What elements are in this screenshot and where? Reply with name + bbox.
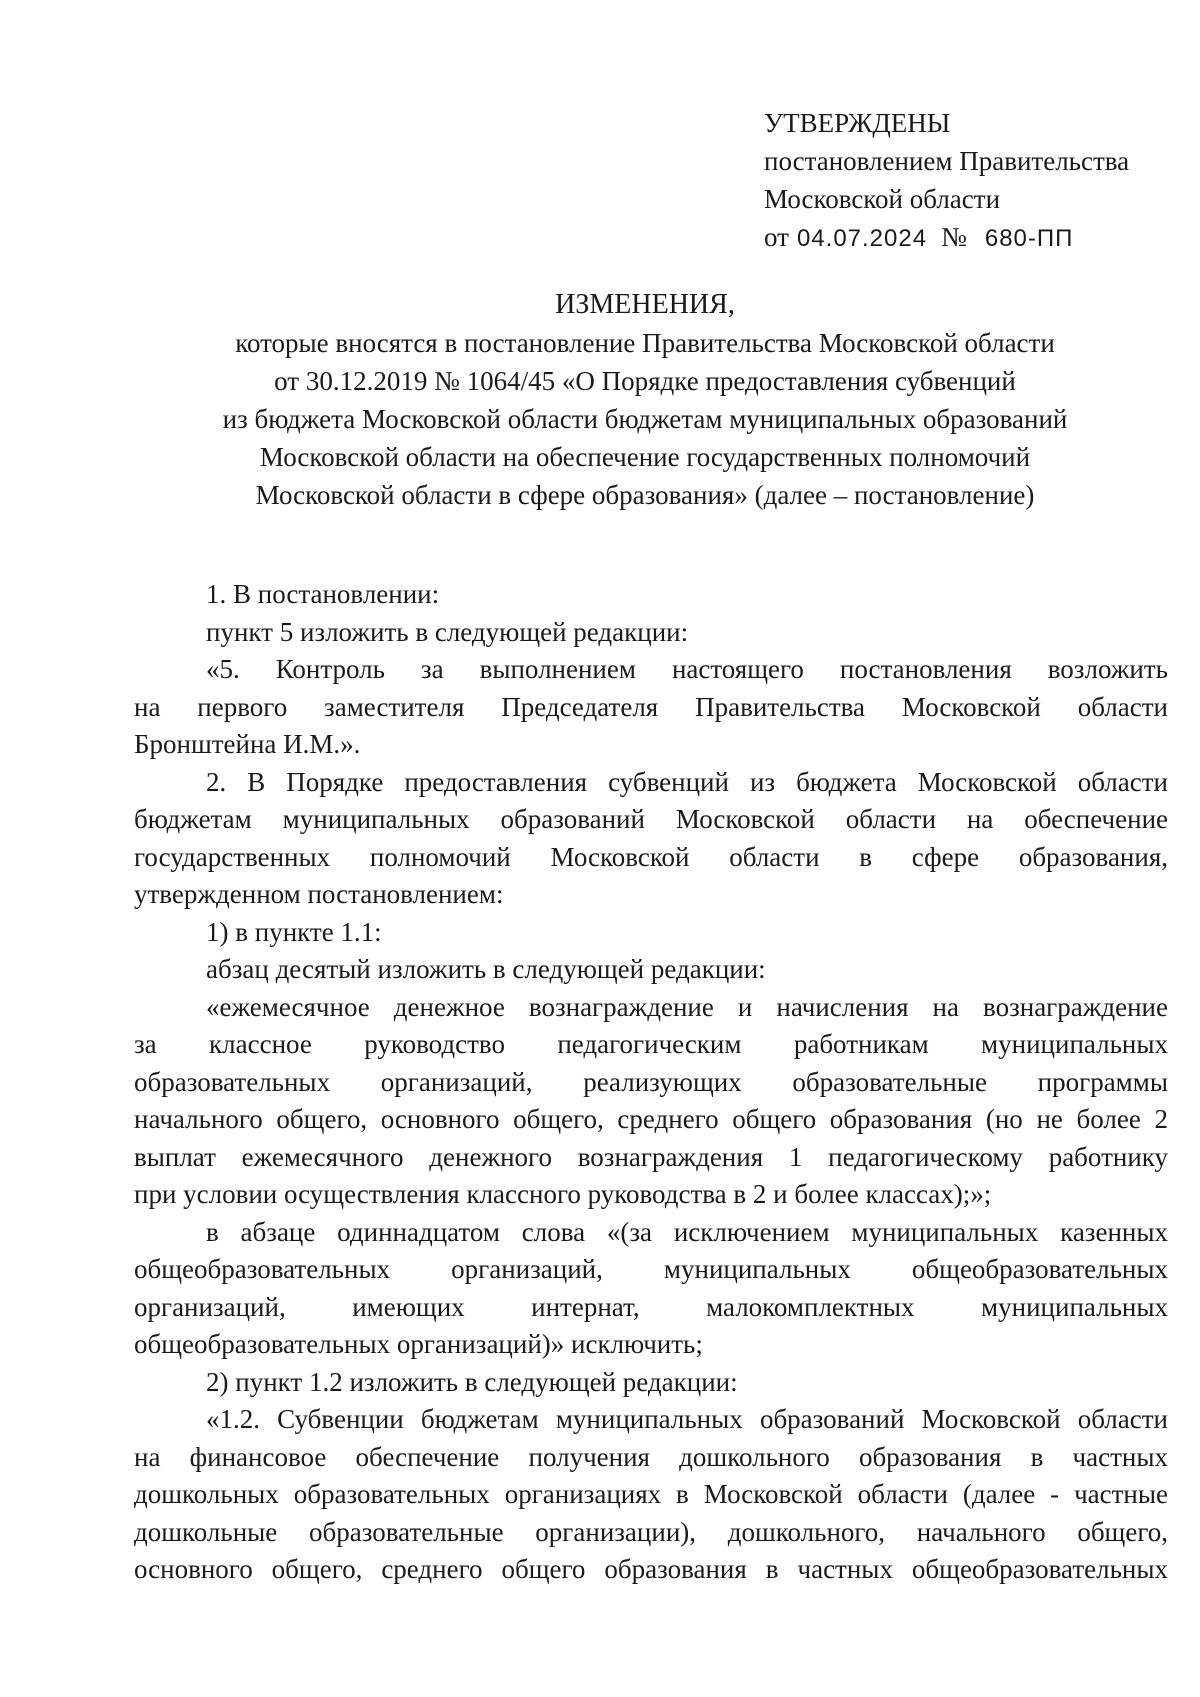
paragraph-line: «5. Контроль за выполнением настоящего постановления возложить — [206, 654, 1168, 684]
paragraph-line: при условии осуществления классного руководства в 2 и более классах);»; — [134, 1179, 992, 1209]
paragraph-7 — [134, 989, 1168, 1214]
paragraph-line: выплат ежемесячного денежного вознаграждения 1 педагогическому работнику — [134, 1141, 1168, 1172]
paragraph-line: основного общего, среднего общего образования в частных общеобразовательных — [134, 1554, 1168, 1584]
title-line: из бюджета Московской области бюджетам муниципальных образований — [222, 404, 1068, 434]
paragraph-line: «1.2. Субвенции бюджетам муниципальных образований Московской области — [206, 1404, 1168, 1434]
paragraph-line: за классное руководство педагогическим работникам муниципальных — [134, 1029, 1168, 1059]
title-heading: ИЗМЕНЕНИЯ, — [555, 289, 735, 320]
approval-block — [764, 104, 1184, 258]
title-line: от 30.12.2019 № 1064/45 «О Порядке предоставления субвенций — [274, 366, 1016, 396]
approval-line-1: постановлением Правительства — [764, 146, 1130, 176]
paragraph-line: общеобразовательных организаций, муниципальных общеобразовательных — [134, 1254, 1168, 1284]
paragraph-9: 2) пункт 1.2 изложить в следующей редакции: — [206, 1366, 738, 1397]
paragraph-10 — [134, 1401, 1168, 1589]
paragraph-line: на финансовое обеспечение получения дошкольного образования в частных — [134, 1441, 1168, 1472]
paragraph-line: организаций, имеющих интернат, малокомплектных муниципальных — [134, 1291, 1168, 1322]
paragraph-line: на первого заместителя Председателя Правительства Московской области — [134, 691, 1168, 722]
paragraph-line: 2. В Порядке предоставления субвенций из бюджета Московской области — [206, 766, 1168, 797]
paragraph-2: пункт 5 изложить в следующей редакции: — [206, 616, 689, 647]
paragraph-4 — [134, 764, 1168, 914]
paragraph-line: Бронштейна И.М.». — [134, 729, 361, 759]
approval-from: от — [764, 222, 789, 252]
document-title — [170, 286, 1120, 514]
approval-number-sign: № — [941, 222, 967, 252]
paragraph-line: дошкольных образовательных организациях в Московской области (далее - частные — [134, 1479, 1168, 1509]
title-line: которые вносятся в постановление Правительства Московской области — [235, 328, 1055, 358]
paragraph-line: образовательных организаций, реализующих образовательные программы — [134, 1066, 1168, 1097]
approval-date-line — [764, 218, 1184, 258]
paragraph-line: общеобразовательных организаций)» исключить; — [134, 1329, 703, 1359]
approval-line-2: Московской области — [764, 184, 1001, 214]
document-body — [134, 576, 1168, 1589]
paragraph-3 — [134, 651, 1168, 764]
paragraph-1: 1. В постановлении: — [206, 579, 440, 609]
paragraph-line: дошкольные образовательные организации), дошкольного, начального общего, — [134, 1516, 1168, 1547]
paragraph-8 — [134, 1214, 1168, 1364]
approval-number: 680-ПП — [984, 225, 1074, 252]
approval-date: 04.07.2024 — [796, 225, 928, 252]
approval-title: УТВЕРЖДЕНЫ — [764, 108, 951, 138]
paragraph-line: «ежемесячное денежное вознаграждение и начисления на вознаграждение — [206, 991, 1168, 1022]
paragraph-5: 1) в пункте 1.1: — [206, 916, 382, 947]
paragraph-line: государственных полномочий Московской области в сфере образования, — [134, 841, 1168, 872]
paragraph-line: в абзаце одиннадцатом слова «(за исключением муниципальных казенных — [206, 1216, 1168, 1247]
paragraph-line: начального общего, основного общего, среднего общего образования (но не более 2 — [134, 1104, 1168, 1134]
paragraph-line: утвержденном постановлением: — [134, 879, 504, 909]
title-line: Московской области в сфере образования» (далее – постановление) — [255, 480, 1035, 510]
title-line: Московской области на обеспечение государственных полномочий — [259, 442, 1031, 472]
paragraph-line: бюджетам муниципальных образований Московской области на обеспечение — [134, 804, 1168, 834]
paragraph-6: абзац десятый изложить в следующей редакции: — [206, 954, 766, 984]
